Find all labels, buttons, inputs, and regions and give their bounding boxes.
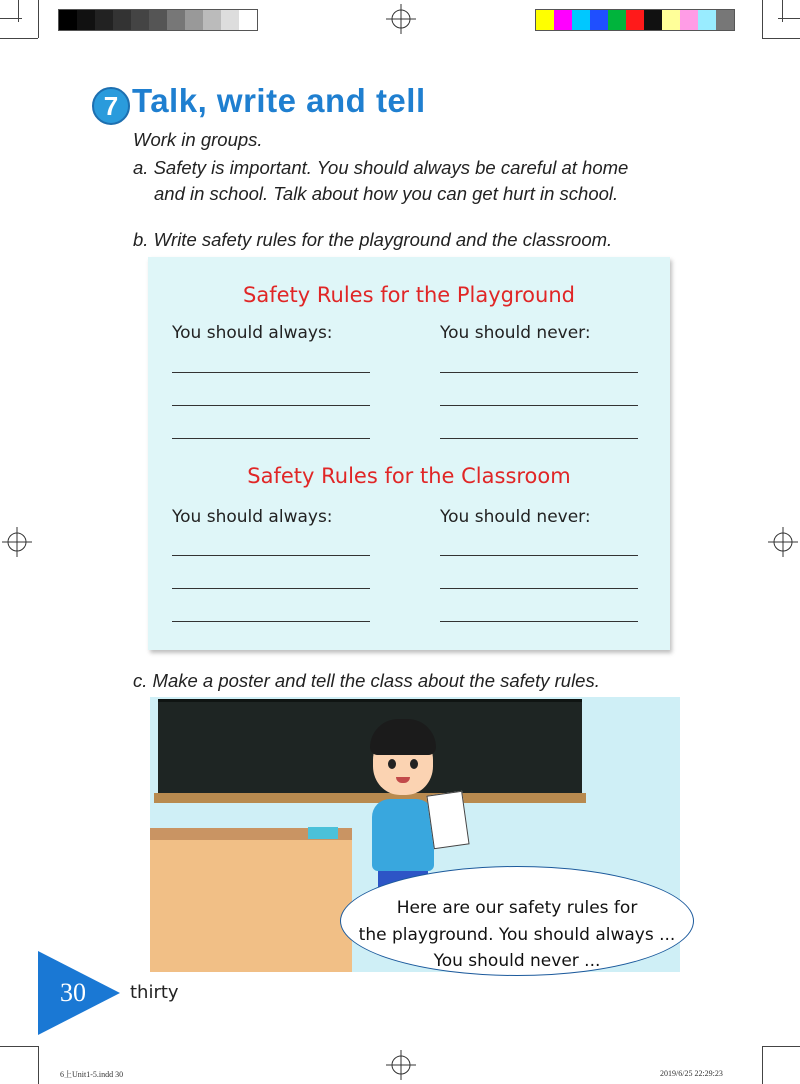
boy-shirt bbox=[372, 799, 434, 871]
crop-mark bbox=[38, 0, 39, 38]
color-swatch bbox=[698, 10, 716, 30]
gray-swatch bbox=[167, 10, 185, 30]
section-title: Talk, write and tell bbox=[132, 82, 426, 119]
crop-mark bbox=[782, 0, 783, 22]
gray-swatch bbox=[203, 10, 221, 30]
color-swatch bbox=[644, 10, 662, 30]
registration-mark-icon bbox=[386, 4, 416, 34]
color-swatch bbox=[554, 10, 572, 30]
color-swatch bbox=[608, 10, 626, 30]
crop-mark bbox=[762, 38, 800, 39]
gray-swatch bbox=[77, 10, 95, 30]
color-swatch bbox=[572, 10, 590, 30]
page-number: 30 bbox=[60, 978, 86, 1007]
crop-mark bbox=[762, 0, 763, 38]
boy-eye bbox=[410, 759, 418, 769]
crop-mark bbox=[762, 1046, 763, 1084]
instruction-c: c. Make a poster and tell the class about the safety rules. bbox=[133, 670, 600, 691]
registration-mark-icon bbox=[2, 527, 32, 557]
classroom-always-line[interactable] bbox=[172, 588, 370, 589]
color-swatch bbox=[626, 10, 644, 30]
page-number-word: thirty bbox=[130, 982, 179, 1003]
instruction-a-line2: and in school. Talk about how you can get hurt in school. bbox=[154, 183, 619, 204]
instruction-b: b. Write safety rules for the playground and the classroom. bbox=[133, 229, 613, 250]
speech-line-1: Here are our safety rules for bbox=[396, 898, 638, 918]
rules-paper bbox=[426, 791, 469, 849]
gray-swatch bbox=[239, 10, 257, 30]
boy-eye bbox=[388, 759, 396, 769]
gray-swatch bbox=[59, 10, 77, 30]
color-swatch bbox=[716, 10, 734, 30]
classroom-always-line[interactable] bbox=[172, 621, 370, 622]
slug-timestamp: 2019/6/25 22:29:23 bbox=[660, 1069, 723, 1078]
crop-mark bbox=[0, 38, 38, 39]
gray-swatch bbox=[131, 10, 149, 30]
speech-line-3: You should never ... bbox=[433, 951, 601, 971]
gray-swatch bbox=[95, 10, 113, 30]
registration-mark-icon bbox=[386, 1050, 416, 1080]
crop-mark bbox=[18, 0, 19, 22]
teacher-desk bbox=[150, 828, 352, 972]
classroom-never-line[interactable] bbox=[440, 588, 638, 589]
chalk-ledge bbox=[154, 793, 586, 803]
instruction-intro: Work in groups. bbox=[133, 129, 263, 150]
registration-mark-icon bbox=[768, 527, 798, 557]
classroom-never-line[interactable] bbox=[440, 621, 638, 622]
playground-never-line[interactable] bbox=[440, 405, 638, 406]
color-swatch bbox=[536, 10, 554, 30]
classroom-always-label: You should always: bbox=[172, 507, 333, 527]
crop-mark bbox=[38, 1046, 39, 1084]
color-swatch bbox=[662, 10, 680, 30]
safety-rules-worksheet bbox=[148, 257, 670, 650]
classroom-rules-title: Safety Rules for the Classroom bbox=[247, 464, 571, 488]
speech-line-2: the playground. You should always ... bbox=[358, 925, 676, 945]
playground-never-label: You should never: bbox=[440, 323, 591, 343]
playground-rules-title: Safety Rules for the Playground bbox=[243, 283, 575, 307]
color-calibration-bar bbox=[535, 9, 735, 31]
crop-mark bbox=[762, 1046, 800, 1047]
gray-swatch bbox=[221, 10, 239, 30]
classroom-always-line[interactable] bbox=[172, 555, 370, 556]
instruction-a-line1: a. Safety is important. You should always be careful at home bbox=[133, 157, 629, 178]
color-swatch bbox=[680, 10, 698, 30]
playground-never-line[interactable] bbox=[440, 438, 638, 439]
playground-never-line[interactable] bbox=[440, 372, 638, 373]
book-on-desk bbox=[308, 827, 338, 839]
playground-always-line[interactable] bbox=[172, 372, 370, 373]
gray-swatch bbox=[149, 10, 167, 30]
gray-swatch bbox=[185, 10, 203, 30]
classroom-never-label: You should never: bbox=[440, 507, 591, 527]
section-number-badge: 7 bbox=[92, 87, 130, 125]
gray-calibration-bar bbox=[58, 9, 258, 31]
playground-always-label: You should always: bbox=[172, 323, 333, 343]
color-swatch bbox=[590, 10, 608, 30]
classroom-never-line[interactable] bbox=[440, 555, 638, 556]
gray-swatch bbox=[113, 10, 131, 30]
playground-always-line[interactable] bbox=[172, 405, 370, 406]
slug-file-name: 6上Unit1-5.indd 30 bbox=[60, 1070, 124, 1079]
crop-mark bbox=[0, 1046, 38, 1047]
playground-always-line[interactable] bbox=[172, 438, 370, 439]
